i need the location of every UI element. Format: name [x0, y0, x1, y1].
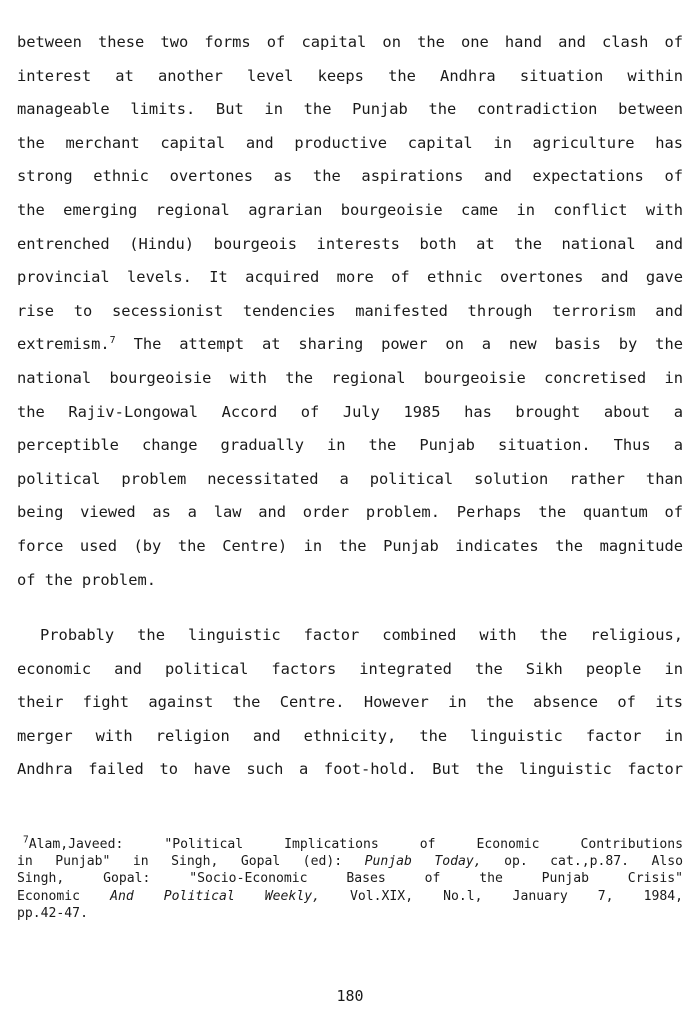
text-line: the merchant capital and productive capital in agriculture has [17, 133, 683, 152]
footnote-text-part: in Punjab" in Singh, Gopal (ed): [17, 854, 365, 870]
text-line: economic and political factors integrated the Sikh people in [17, 659, 683, 678]
footnote-reference-marker[interactable]: 7 [109, 335, 116, 347]
text-line: the Rajiv-Longowal Accord of July 1985 has brought about a [17, 402, 683, 421]
footnote-line [17, 853, 683, 870]
footnote-line [17, 888, 683, 905]
text-line: manageable limits. But in the Punjab the contradiction between [17, 100, 683, 119]
text-line: of the problem. [17, 570, 156, 589]
footnote-line [17, 836, 683, 853]
text-line: strong ethnic overtones as the aspirations and expectations of [17, 167, 683, 186]
text-line-with-footnote-ref [17, 328, 683, 362]
text-line: the emerging regional agrarian bourgeoisie came in conflict with [17, 200, 683, 219]
text-line: provincial levels. It acquired more of ethnic overtones and gave [17, 268, 683, 287]
text-line: interest at another level keeps the Andhra situation within [17, 66, 683, 85]
text-line: being viewed as a law and order problem. Perhaps the quantum of [17, 503, 683, 522]
text-line-part: The attempt at sharing power on a new basis by the [133, 335, 683, 354]
footnote-line: Singh, Gopal: "Socio-Economic Bases of the Punjab Crisis" [17, 871, 683, 887]
footnote-journal-italic: And Political Weekly, [110, 888, 320, 904]
page-number: 180 [336, 987, 364, 1005]
text-line: national bourgeoisie with the regional bourgeoisie concretised in [17, 368, 683, 387]
footnote-text-part: Vol.XIX, No.l, January 7, 1984, [319, 888, 683, 904]
footnote-block [17, 836, 683, 922]
text-line: Andhra failed to have such a foot-hold. But the linguistic factor [17, 760, 683, 779]
text-line: their fight against the Centre. However in the absence of its [17, 693, 683, 712]
paragraph-2 [17, 619, 683, 787]
text-line: rise to secessionist tendencies manifested through terrorism and [17, 301, 683, 320]
text-line: entrenched (Hindu) bourgeois interests both at the national and [17, 234, 683, 253]
footnote-title-italic: Punjab Today, [364, 854, 482, 870]
body-text-block [17, 26, 683, 787]
text-line: Probably the linguistic factor combined with the religious, [17, 626, 683, 645]
text-line-part: extremism. [17, 335, 110, 354]
text-line: perceptible change gradually in the Punjab situation. Thus a [17, 436, 683, 455]
text-line: political problem necessitated a political solution rather than [17, 469, 683, 488]
text-line: merger with religion and ethnicity, the linguistic factor in [17, 726, 683, 745]
text-line: force used (by the Centre) in the Punjab indicates the magnitude [17, 536, 683, 555]
footnote-line: pp.42-47. [17, 905, 88, 921]
footnote-text-part: Alam,Javeed: "Political Implications of Economic Contributions [28, 837, 683, 852]
footnote-text-part: op. cat.,p.87. Also [481, 854, 683, 870]
footnote-number-marker: 7 [23, 834, 29, 846]
footnote-text-part: Economic [17, 888, 111, 904]
paragraph-1 [17, 26, 683, 597]
text-line: between these two forms of capital on the one hand and clash of [17, 33, 683, 51]
